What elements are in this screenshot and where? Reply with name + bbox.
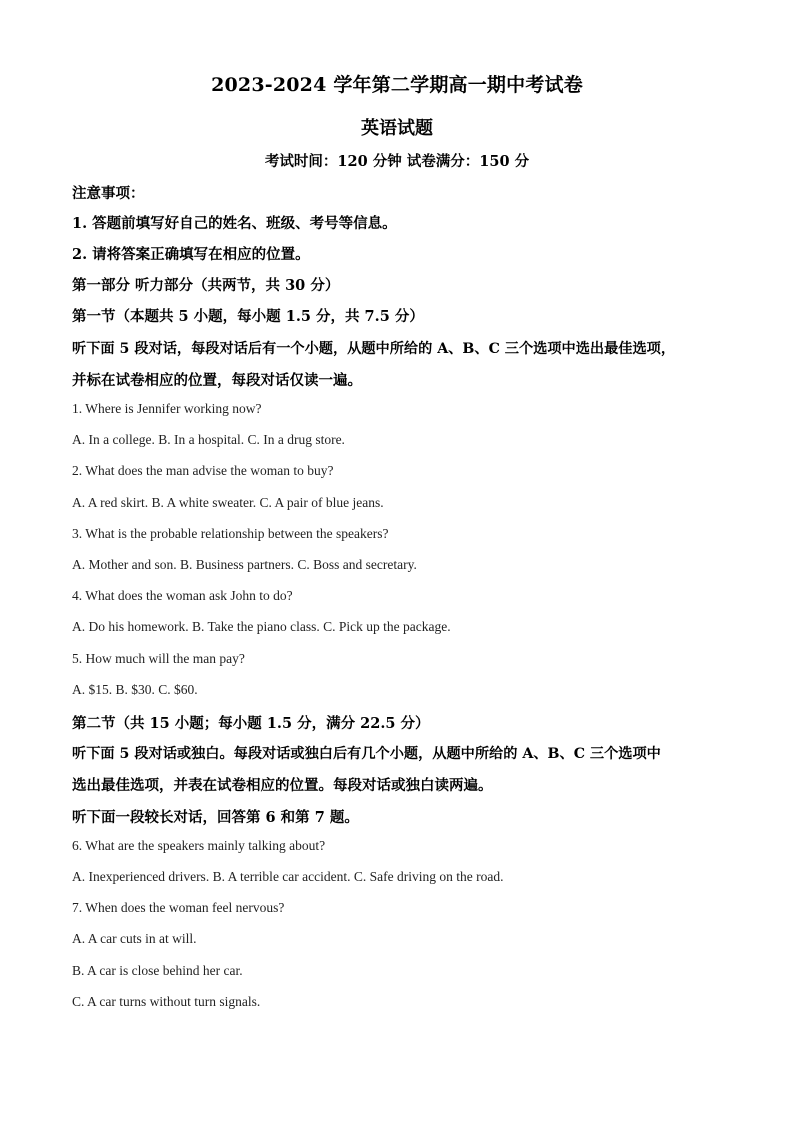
question-2: 2. What does the man advise the woman to buy?	[72, 463, 334, 478]
question-7-option-c: C. A car turns without turn signals.	[72, 994, 261, 1009]
question-1-options: A. In a college. B. In a hospital. C. In a drug store.	[72, 432, 345, 447]
question-1: 1. Where is Jennifer working now?	[72, 401, 262, 416]
notice-item-1: 1. 答题前填写好自己的姓名、班级、考号等信息。	[72, 215, 397, 232]
question-6: 6. What are the speakers mainly talking about?	[72, 838, 326, 853]
section1-instruction-2: 并标在试卷相应的位置，每段对话仅读一遍。	[72, 372, 362, 389]
notice-heading: 注意事项：	[72, 185, 145, 202]
question-4: 4. What does the woman ask John to do?	[72, 588, 293, 603]
section2-instruction-2: 选出最佳选项，并表在试卷相应的位置。每段对话或独白读两遍。	[72, 777, 493, 794]
section1-title: 第一节（本题共 5 小题，每小题 1.5 分，共 7.5 分）	[72, 308, 424, 325]
question-4-options: A. Do his homework. B. Take the piano class. C. Pick up the package.	[72, 619, 451, 634]
part1-title: 第一部分 听力部分（共两节，共 30 分）	[72, 277, 340, 294]
question-7-option-b: B. A car is close behind her car.	[72, 963, 243, 978]
section2-sub-instruction: 听下面一段较长对话，回答第 6 和第 7 题。	[72, 809, 359, 826]
section2-instruction-1: 听下面 5 段对话或独白。每段对话或独白后有几个小题，从题中所给的 A、B、C 三个选项中	[72, 746, 661, 762]
exam-title: 2023-2024 学年第二学期高一期中考试卷	[211, 74, 583, 96]
question-5: 5. How much will the man pay?	[72, 651, 245, 666]
section1-instruction-1: 听下面 5 段对话，每段对话后有一个小题，从题中所给的 A、B、C 三个选项中选出最佳选项，	[72, 341, 676, 357]
question-2-options: A. A red skirt. B. A white sweater. C. A pair of blue jeans.	[72, 495, 384, 510]
question-3: 3. What is the probable relationship between the speakers?	[72, 526, 389, 541]
question-3-options: A. Mother and son. B. Business partners. C. Boss and secretary.	[72, 557, 417, 572]
question-7: 7. When does the woman feel nervous?	[72, 900, 285, 915]
subject-title: 英语试题	[361, 118, 433, 139]
question-7-option-a: A. A car cuts in at will.	[72, 931, 197, 946]
question-5-options: A. $15. B. $30. C. $60.	[72, 682, 198, 697]
notice-item-2: 2. 请将答案正确填写在相应的位置。	[72, 246, 310, 263]
question-6-options: A. Inexperienced drivers. B. A terrible car accident. C. Safe driving on the road.	[72, 869, 504, 884]
section2-title: 第二节（共 15 小题；每小题 1.5 分，满分 22.5 分）	[72, 715, 430, 732]
exam-info: 考试时间：120 分钟 试卷满分：150 分	[264, 153, 530, 170]
